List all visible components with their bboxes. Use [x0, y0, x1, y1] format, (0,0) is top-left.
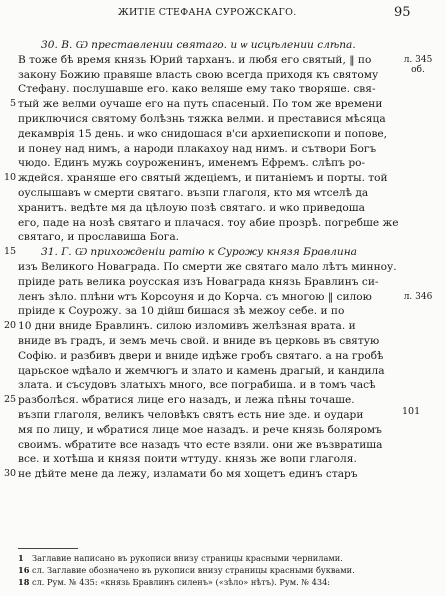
text-line — [4, 245, 394, 260]
footnotes — [18, 552, 428, 588]
line-text: 31. Г. Ѡ прихожденіи ратію к Сурожу князя Бравлина — [41, 246, 357, 259]
running-title: ЖИТІЕ СТЕФАНА СУРОЖСКАГО. — [118, 7, 297, 18]
text-line — [18, 423, 394, 438]
line-text: приключися святому болѣзнь тяжка велми. и преставися мѣсяца — [18, 112, 386, 125]
text-line — [18, 156, 394, 171]
text-line — [18, 378, 394, 393]
text-line — [18, 38, 394, 53]
text-line — [4, 393, 394, 408]
line-text: все. и хотѣша и князя поити ѡттуду. князь же вопи глаголя. — [18, 453, 357, 466]
text-line — [4, 467, 394, 482]
footnote-number: 16 — [18, 565, 30, 575]
footnote-text: Заглавие написано въ рукописи внизу страницы красными чернилами. — [32, 553, 343, 563]
line-text: хранитъ. ведѣте мя да цѣлоую позѣ святаго. и ѡко приведоша — [18, 201, 365, 214]
line-text: его, паде на нозѣ святаго и плачася. тоу абие прозрѣ. погребше же — [18, 216, 399, 229]
text-line — [18, 452, 394, 467]
line-text: ждейся. храняше его святый ждеціемъ, и питанiемъ и порты. той — [18, 172, 388, 185]
line-text: своимъ. ѡбратите все назадъ что есте взяли. они же възвратиша — [18, 438, 383, 451]
footnote — [18, 564, 428, 576]
line-text: святаго, и прославиша Бога. — [18, 231, 180, 244]
text-line — [18, 82, 394, 97]
line-text: злата. и съсудовъ златыхъ много, все пограбиша. и в томъ часѣ — [18, 379, 376, 392]
line-text: разболѣся. ѡбратися лице его назадъ, и лежа пѣны точаше. — [18, 394, 355, 407]
text-line — [18, 201, 394, 216]
line-text: чюдо. Единъ мужь соуроженинъ, именемъ Ефремъ. слѣпъ ро- — [18, 157, 366, 170]
line-number: 30 — [4, 468, 17, 480]
line-text: 10 дни вниде Бравлинъ. силою изломивъ желѣзная врата. и — [18, 320, 356, 333]
text-line — [18, 275, 394, 290]
text-line — [18, 216, 399, 231]
text-line — [18, 230, 394, 245]
line-text: закону Божию правяше власть свою всегда приходя къ святому — [18, 68, 379, 81]
line-text: вниде въ градъ, и земъ мечь свой. и вниде въ церковь въ святую — [18, 334, 380, 347]
line-text: 30. В. Ѡ преставлении святаго. и ѡ исцѣлении слѣпа. — [41, 39, 356, 51]
text-line — [18, 53, 394, 68]
line-text: тый же велми оучаше его на путь спасеный. По том же времени — [18, 98, 383, 111]
text-line — [18, 186, 394, 201]
side-page-marker: 101 — [402, 406, 421, 417]
line-text: оуслышавъ ѡ смерти святаго. възпи глаголя, кто мя ѡтселѣ да — [18, 186, 369, 199]
running-header — [0, 4, 446, 24]
line-number: 25 — [4, 394, 17, 406]
text-line — [9, 97, 394, 112]
line-number: 10 — [4, 172, 17, 184]
footnote-text: сл. Заглавие обозначено въ рукописи внизу страницы красными буквами. — [32, 565, 355, 575]
text-line — [18, 438, 394, 453]
footnote-number: 1 — [18, 553, 24, 563]
text-line — [18, 260, 397, 275]
line-text: декамврія 15 день. и ѡко снидошася в'си архиепископи и попове, — [18, 127, 388, 140]
footnote-text: сл. Рум. № 435: «князь Бравлинъ силенъ» («зѣло» нѣтъ). Рум. № 434: — [32, 577, 331, 587]
page-number: 95 — [394, 5, 411, 20]
line-text: възпи глаголя, великъ человѣкъ святъ есть ние зде. и оудари — [18, 408, 364, 421]
line-text: царьское ѡдѣало и жемчюгъ и злато и камень драгый, и кандила — [18, 364, 385, 377]
footnote — [18, 576, 428, 588]
line-text: не дѣйте мене да лежу, изламати бо мя хощетъ единъ старъ — [18, 468, 358, 481]
text-line — [18, 127, 394, 142]
line-number: 15 — [4, 246, 17, 258]
footnote-rule — [18, 548, 78, 549]
line-number: 20 — [4, 320, 17, 332]
folio-note: л. 345 об. — [403, 54, 433, 75]
line-text: Стефану. послушавше его. како веляше ему тако творяше. свя- — [18, 83, 376, 96]
folio-note: л. 346 — [403, 291, 433, 302]
text-line — [18, 349, 394, 364]
text-line — [18, 304, 394, 319]
text-line — [18, 408, 394, 423]
text-line — [18, 364, 394, 379]
line-text: пріиде к Соурожу. за 10 дійш бишася зѣ межоу себе. и по — [18, 305, 345, 318]
text-line — [4, 319, 394, 334]
footnote-number: 18 — [18, 577, 30, 587]
line-text: и понеу над нимъ, а народи плакахоу над нимъ. и сътвори Богъ — [18, 142, 377, 155]
footnote — [18, 552, 428, 564]
text-line — [4, 171, 394, 186]
line-text: В тоже бѣ время князь Юрий тарханъ. и любя его святый, ‖ по — [18, 53, 372, 66]
line-text: пріиде рать велика роусская изъ Новаграда князь Бравлинъ си- — [18, 275, 379, 288]
text-line — [18, 334, 394, 349]
line-text: мя по лицу, и ѡбратися лице мое назадъ. и рече князь боляромъ — [18, 423, 382, 436]
text-line — [18, 68, 394, 83]
line-text: изъ Великого Новаграда. По смерти же святаго мало лѣтъ минноу. — [18, 260, 397, 273]
line-number: 5 — [9, 98, 16, 110]
line-text: ленъ зѣло. плѣни ѡтъ Корсоуня и до Корча. съ многою ‖ силою — [18, 290, 372, 303]
text-line — [18, 290, 394, 305]
main-text — [4, 38, 399, 482]
text-line — [18, 112, 394, 127]
line-text: Софію. и разбивъ двери и вниде идѣже гробъ святаго. а на гробѣ — [18, 349, 384, 362]
text-line — [18, 142, 394, 157]
